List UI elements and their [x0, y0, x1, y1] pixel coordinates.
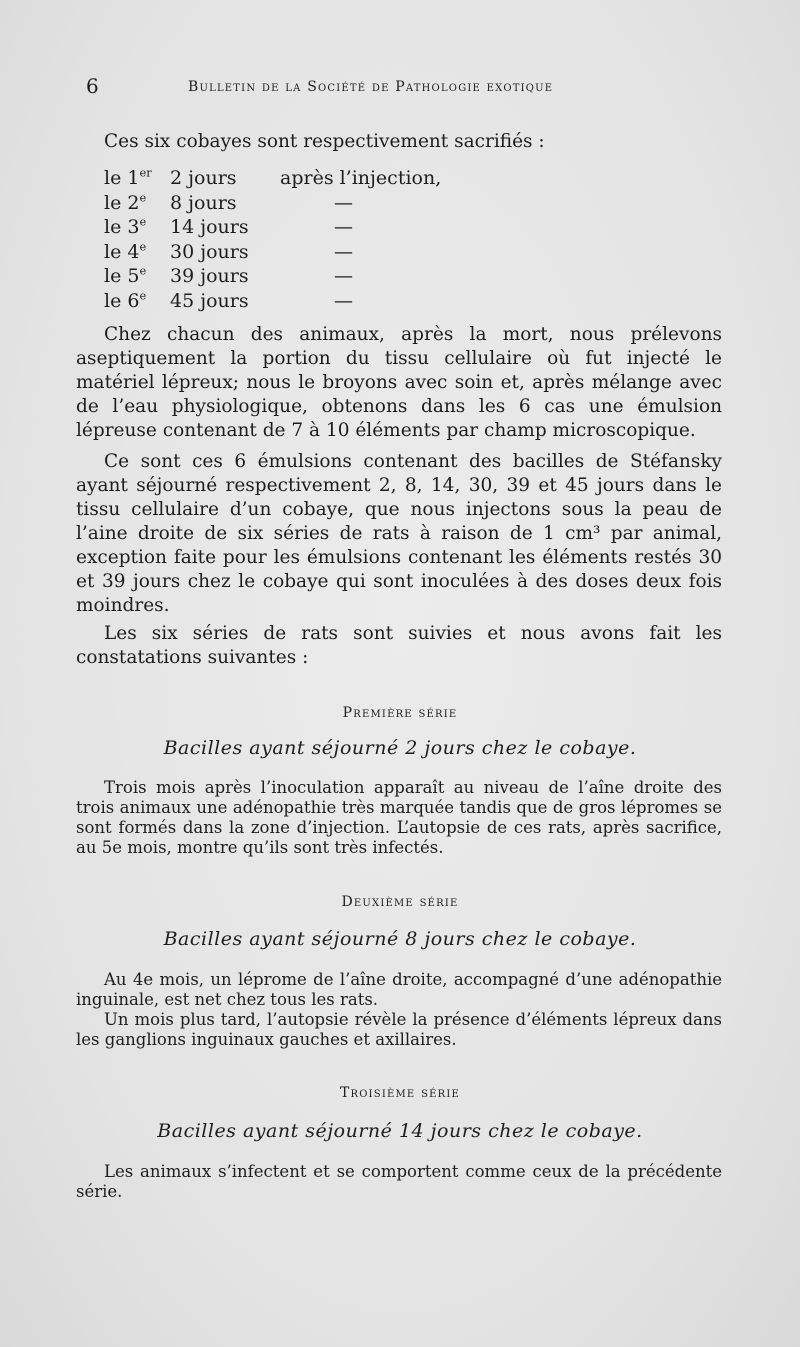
section-paragraph	[76, 1162, 722, 1202]
list-days: 8 jours	[170, 191, 237, 214]
list-ordinal: le 4	[104, 240, 140, 263]
section-title: Première série	[342, 705, 458, 721]
body-paragraph	[76, 622, 722, 670]
list-item	[104, 191, 454, 216]
list-ordinal: le 3	[104, 216, 140, 238]
list-ordinal-suffix: er	[139, 165, 152, 180]
sacrifice-list	[104, 166, 454, 313]
list-note: —	[334, 191, 353, 214]
list-note: —	[334, 216, 353, 238]
list-item	[104, 240, 454, 265]
list-days: 39 jours	[170, 265, 249, 287]
paragraph-text: Les animaux s’infectent et se comportent comme ceux de la précédente série.	[76, 1162, 722, 1201]
section-paragraph	[76, 778, 722, 858]
list-days: 45 jours	[170, 289, 249, 312]
section-title: Deuxième série	[341, 894, 459, 910]
paragraph-text: Les six séries de rats sont suivies et nous avons fait les constatations suivantes :	[76, 623, 722, 668]
list-item	[104, 264, 454, 289]
list-ordinal-suffix: e	[139, 263, 147, 278]
list-ordinal: le 6	[104, 289, 140, 312]
section-paragraph	[76, 970, 722, 1050]
section-subtitle: Bacilles ayant séjourné 2 jours chez le cobaye.	[163, 737, 637, 759]
paragraph-text: Chez chacun des animaux, après la mort, nous prélevons aseptiquement la portion du tissu cellulaire où fut injecté le matériel lépreux; nous le broyons avec soin et, après mélange avec de l’eau physiologique, obtenons dans les 6 cas une émulsion lépreuse contenant de 7 à 10 éléments par champ microscopique.	[76, 324, 722, 441]
list-days: 30 jours	[170, 240, 249, 263]
list-ordinal-suffix: e	[139, 214, 147, 229]
list-ordinal-suffix: e	[139, 190, 147, 205]
list-ordinal: le 1	[104, 167, 140, 189]
body-paragraph	[76, 450, 722, 618]
list-item	[104, 289, 454, 314]
list-ordinal-suffix: e	[139, 239, 147, 254]
list-item	[104, 166, 454, 191]
list-days: 14 jours	[170, 216, 249, 238]
page-number: 6	[86, 74, 99, 98]
list-ordinal: le 5	[104, 265, 140, 287]
section-title: Troisième série	[339, 1085, 461, 1101]
list-note: —	[334, 265, 353, 287]
section-subtitle: Bacilles ayant séjourné 14 jours chez le cobaye.	[157, 1120, 643, 1142]
list-ordinal-suffix: e	[139, 288, 147, 303]
paragraph-text: Au 4e mois, un léprome de l’aîne droite, accompagné d’une adénopathie inguinale, est net chez tous les rats.	[76, 970, 722, 1009]
intro-text: Ces six cobayes sont respectivement sacrifiés :	[104, 131, 545, 152]
running-title: Bulletin de la Société de Pathologie exotique	[188, 79, 554, 95]
list-note: —	[334, 240, 353, 263]
intro-paragraph	[76, 130, 722, 154]
section-subtitle: Bacilles ayant séjourné 8 jours chez le cobaye.	[163, 928, 637, 950]
paragraph-text: Un mois plus tard, l’autopsie révèle la présence d’éléments lépreux dans les ganglions inguinaux gauches et axillaires.	[76, 1010, 722, 1049]
list-ordinal: le 2	[104, 191, 140, 214]
body-paragraph	[76, 323, 722, 443]
paragraph-text: Ce sont ces 6 émulsions contenant des bacilles de Stéfansky ayant séjourné respectivement 2, 8, 14, 30, 39 et 45 jours dans le tissu cellulaire d’un cobaye, que nous injectons sous la peau de l’aine droite de six séries de rats à raison de 1 cm³ par animal, exception faite pour les émulsions contenant les éléments restés 30 et 39 jours chez le cobaye qui sont inoculées à des doses deux fois moindres.	[76, 451, 722, 616]
paragraph-text: Trois mois après l’inoculation apparaît au niveau de l’aîne droite des trois animaux une adénopathie très marquée tandis que de gros lépromes se sont formés dans la zone d’injection. L’autopsie de ces rats, après sacrifice, au 5e mois, montre qu’ils sont très infectés.	[76, 778, 722, 857]
list-item	[104, 215, 454, 240]
list-note: après l’injection,	[280, 167, 442, 189]
list-days: 2 jours	[170, 167, 237, 189]
list-note: —	[334, 289, 353, 312]
